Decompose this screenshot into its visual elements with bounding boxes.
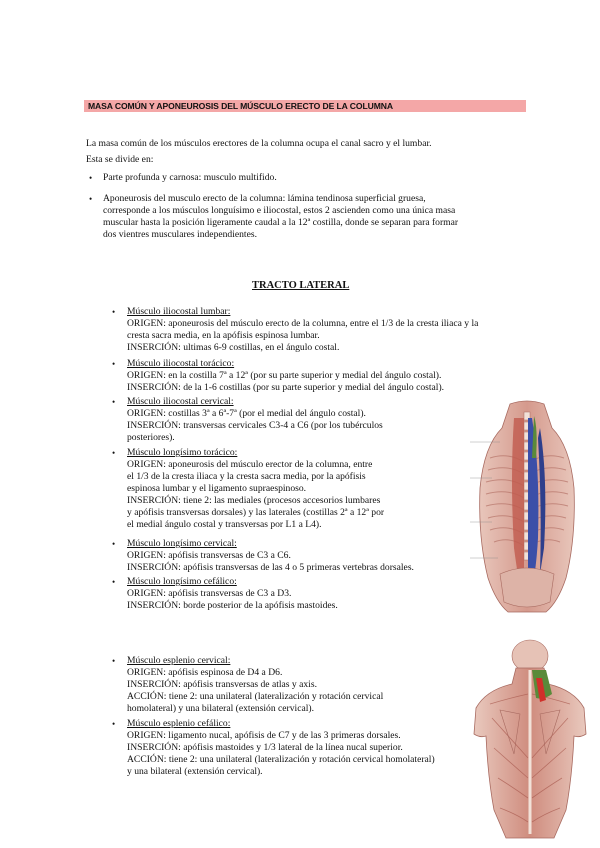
muscle-title: Músculo esplenio cefálico:: [127, 718, 231, 729]
muscle-item: Músculo esplenio cervical: ORIGEN: apófisis espinosa de D4 a D6. INSERCIÓN: apófisis transversas de atlas y axis. ACCIÓN: tiene 2: una unilateral (lateralización y rotación cervical homolateral) y una bilateral (extensión cervical).: [127, 655, 384, 714]
bullet-icon: •: [112, 539, 116, 549]
muscle-item: Músculo longísimo cefálico: ORIGEN: apófisis transversas de C3 a D3. INSERCIÓN: borde posterior de la apófisis mastoides.: [127, 576, 338, 611]
muscle-item: Músculo longísimo torácico: ORIGEN: aponeurosis del músculo erector de la columna, entre el 1/3 de la cresta iliaca y la cresta sacra media, por la apófisis espinosa lumbar y el ligamento supraespinoso. INSERCIÓN: tiene 2: las mediales (procesos accesorios lumbares y apófisis transversas dorsales) y las laterales (costillas 2ª a 12ª por el medial ángulo costal y transversas por L1 a L4).: [127, 447, 385, 530]
muscle-title: Músculo longísimo cervical:: [127, 538, 237, 549]
muscle-title: Músculo iliocostal lumbar:: [127, 306, 231, 317]
bullet-icon: •: [112, 307, 116, 317]
muscle-title: Músculo iliocostal torácico:: [127, 358, 235, 369]
bullet-icon: •: [112, 448, 116, 458]
intro-bullet-2: Aponeurosis del musculo erecto de la columna: lámina tendinosa superficial gruesa, corresponde a los músculos longuísimo e iliocostal, estos 2 ascienden como una única masa muscular hasta la posición ligeramente caudal a la 12ª costilla, donde se separan para formar dos vientres musculares independientes.: [103, 193, 459, 240]
intro-paragraph: La masa común de los músculos erectores de la columna ocupa el canal sacro y el lumbar.: [86, 138, 432, 149]
section-heading: MASA COMÚN Y APONEUROSIS DEL MÚSCULO ERECTO DE LA COLUMNA: [88, 101, 393, 111]
muscle-item: Músculo iliocostal torácico: ORIGEN: en la costilla 7ª a 12ª (por su parte superior y medial del ángulo costal). INSERCIÓN: de la 1-6 costillas (por su parte superior y medial del ángulo costal).: [127, 358, 445, 393]
muscle-title: Músculo longísimo torácico:: [127, 447, 238, 458]
muscle-title: Músculo iliocostal cervical:: [127, 396, 234, 407]
bullet-icon: •: [112, 577, 116, 587]
bullet-icon: •: [112, 397, 116, 407]
muscle-item: Músculo esplenio cefálico: ORIGEN: ligamento nucal, apófisis de C7 y de las 3 primeras dorsales. INSERCIÓN: apófisis mastoides y 1/3 lateral de la línea nucal superior. ACCIÓN: tiene 2: una unilateral (lateralización y rotación cervical homolateral) y una bilateral (extensión cervical).: [127, 718, 435, 777]
muscle-item: Músculo longísimo cervical: ORIGEN: apófisis transversas de C3 a C6. INSERCIÓN: apófisis transversas de las 4 o 5 primeras vertebras dorsales.: [127, 538, 414, 573]
bullet-icon: •: [89, 194, 93, 204]
bullet-icon: •: [112, 359, 116, 369]
muscle-title: Músculo longísimo cefálico:: [127, 576, 237, 587]
back-muscles-figure: [470, 398, 584, 618]
muscle-item: Músculo iliocostal lumbar: ORIGEN: aponeurosis del músculo erecto de la columna, entre el 1/3 de la cresta iliaca y la cresta sacra media, en la apófisis espinosa lumbar. INSERCIÓN: ultimas 6-9 costillas, en el ángulo costal.: [127, 306, 479, 353]
bullet-icon: •: [89, 173, 93, 183]
intro-divide: Esta se divide en:: [86, 154, 154, 165]
bullet-icon: •: [112, 719, 116, 729]
bullet-icon: •: [112, 656, 116, 666]
muscle-title: Músculo esplenio cervical:: [127, 655, 231, 666]
muscle-item: Músculo iliocostal cervical: ORIGEN: costillas 3ª a 6ª-7ª (por el medial del ángulo costal). INSERCIÓN: transversas cervicales C3-4 a C6 (por los tubérculos posteriores).: [127, 396, 383, 443]
splenius-figure: [470, 638, 590, 843]
intro-bullet-1: Parte profunda y carnosa: musculo multifido.: [103, 172, 277, 183]
section-title: TRACTO LATERAL: [252, 280, 350, 291]
